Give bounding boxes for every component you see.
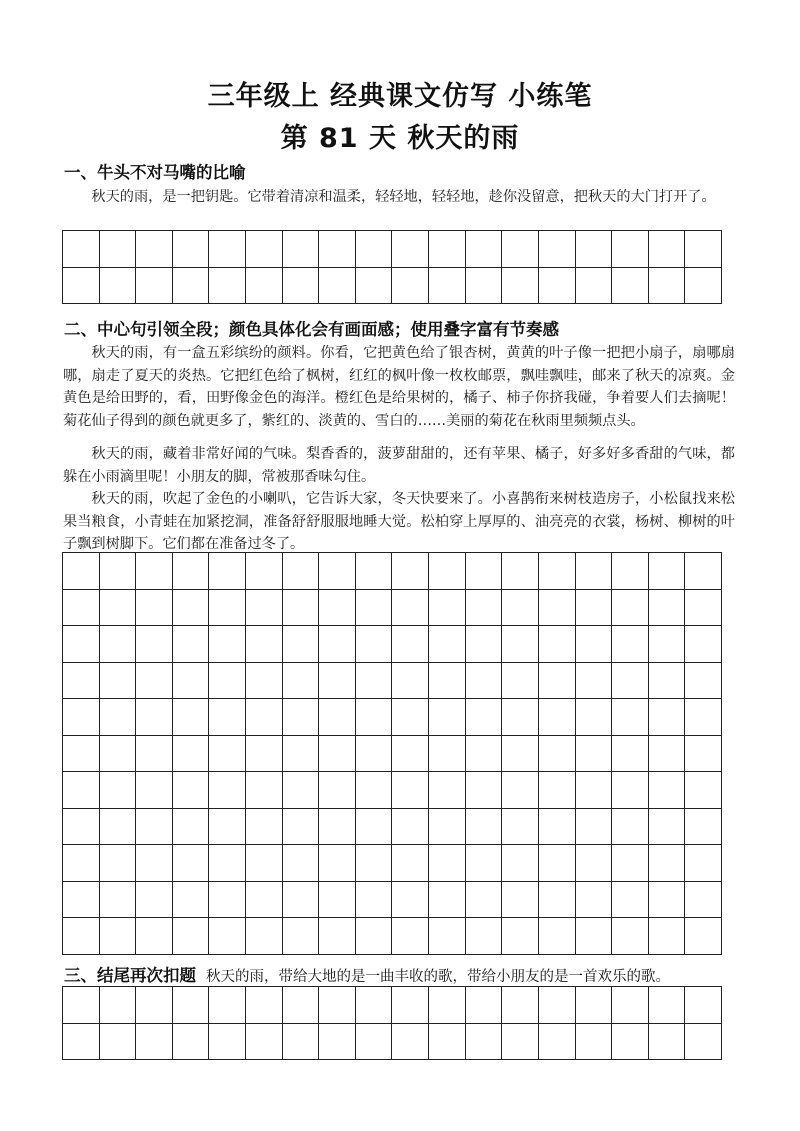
- grid-cell[interactable]: [392, 699, 429, 736]
- grid-cell[interactable]: [539, 231, 576, 268]
- grid-cell[interactable]: [356, 231, 393, 268]
- grid-cell[interactable]: [392, 809, 429, 846]
- grid-cell[interactable]: [100, 699, 137, 736]
- grid-cell[interactable]: [392, 987, 429, 1024]
- grid-cell[interactable]: [576, 772, 613, 809]
- grid-cell[interactable]: [209, 626, 246, 663]
- grid-cell[interactable]: [502, 268, 539, 305]
- grid-cell[interactable]: [136, 987, 173, 1024]
- grid-cell[interactable]: [576, 882, 613, 919]
- grid-cell[interactable]: [466, 845, 503, 882]
- grid-cell[interactable]: [246, 772, 283, 809]
- grid-cell[interactable]: [319, 987, 356, 1024]
- grid-cell[interactable]: [100, 663, 137, 700]
- grid-cell[interactable]: [136, 590, 173, 627]
- grid-cell[interactable]: [63, 772, 100, 809]
- grid-cell[interactable]: [283, 882, 320, 919]
- grid-cell[interactable]: [173, 918, 210, 955]
- grid-cell[interactable]: [649, 590, 686, 627]
- grid-cell[interactable]: [612, 663, 649, 700]
- grid-cell[interactable]: [429, 231, 466, 268]
- grid-cell[interactable]: [392, 231, 429, 268]
- grid-cell[interactable]: [283, 626, 320, 663]
- grid-cell[interactable]: [649, 882, 686, 919]
- grid-cell[interactable]: [649, 918, 686, 955]
- grid-cell[interactable]: [502, 987, 539, 1024]
- grid-cell[interactable]: [429, 845, 466, 882]
- grid-cell[interactable]: [685, 918, 722, 955]
- grid-cell[interactable]: [173, 268, 210, 305]
- grid-cell[interactable]: [356, 845, 393, 882]
- grid-cell[interactable]: [466, 1024, 503, 1061]
- grid-cell[interactable]: [356, 772, 393, 809]
- grid-cell[interactable]: [429, 809, 466, 846]
- grid-cell[interactable]: [685, 772, 722, 809]
- grid-cell[interactable]: [392, 845, 429, 882]
- grid-cell[interactable]: [319, 736, 356, 773]
- grid-cell[interactable]: [209, 809, 246, 846]
- grid-cell[interactable]: [356, 882, 393, 919]
- grid-cell[interactable]: [63, 918, 100, 955]
- grid-cell[interactable]: [173, 845, 210, 882]
- grid-cell[interactable]: [612, 918, 649, 955]
- grid-cell[interactable]: [246, 626, 283, 663]
- grid-cell[interactable]: [356, 699, 393, 736]
- grid-cell[interactable]: [576, 918, 613, 955]
- grid-cell[interactable]: [136, 626, 173, 663]
- grid-cell[interactable]: [100, 987, 137, 1024]
- grid-cell[interactable]: [319, 663, 356, 700]
- grid-cell[interactable]: [100, 918, 137, 955]
- grid-cell[interactable]: [576, 809, 613, 846]
- grid-cell[interactable]: [173, 626, 210, 663]
- section2-heading: 二、中心句引领全段；颜色具体化会有画面感；使用叠字富有节奏感: [64, 320, 559, 339]
- grid-cell[interactable]: [319, 809, 356, 846]
- grid-cell[interactable]: [283, 1024, 320, 1061]
- grid-cell[interactable]: [429, 590, 466, 627]
- grid-cell[interactable]: [539, 590, 576, 627]
- grid-cell[interactable]: [246, 736, 283, 773]
- grid-cell[interactable]: [100, 1024, 137, 1061]
- grid-cell[interactable]: [63, 845, 100, 882]
- grid-cell[interactable]: [429, 1024, 466, 1061]
- grid-cell[interactable]: [612, 553, 649, 590]
- grid-cell[interactable]: [209, 268, 246, 305]
- grid-cell[interactable]: [100, 845, 137, 882]
- grid-cell[interactable]: [502, 882, 539, 919]
- grid-cell[interactable]: [319, 699, 356, 736]
- grid-cell[interactable]: [429, 699, 466, 736]
- grid-cell[interactable]: [539, 699, 576, 736]
- grid-cell[interactable]: [283, 772, 320, 809]
- grid-cell[interactable]: [502, 663, 539, 700]
- grid-cell[interactable]: [685, 1024, 722, 1061]
- grid-cell[interactable]: [283, 663, 320, 700]
- grid-cell[interactable]: [319, 553, 356, 590]
- grid-cell[interactable]: [209, 882, 246, 919]
- grid-cell[interactable]: [502, 553, 539, 590]
- grid-cell[interactable]: [356, 663, 393, 700]
- section3-heading-line: [64, 962, 670, 986]
- grid-cell[interactable]: [173, 987, 210, 1024]
- grid-cell[interactable]: [612, 987, 649, 1024]
- grid-cell[interactable]: [173, 231, 210, 268]
- grid-cell[interactable]: [612, 699, 649, 736]
- grid-cell[interactable]: [502, 699, 539, 736]
- writing-grid-section2[interactable]: [62, 552, 722, 955]
- grid-cell[interactable]: [539, 1024, 576, 1061]
- grid-cell[interactable]: [63, 590, 100, 627]
- grid-cell[interactable]: [356, 626, 393, 663]
- grid-cell[interactable]: [466, 231, 503, 268]
- grid-cell[interactable]: [685, 699, 722, 736]
- grid-cell[interactable]: [63, 1024, 100, 1061]
- section1-paragraph: 秋天的雨，是一把钥匙。它带着清凉和温柔，轻轻地，轻轻地，趁你没留意，把秋天的大门打开了。: [91, 189, 716, 205]
- section1-heading: 一、牛头不对马嘴的比喻: [64, 163, 246, 182]
- grid-cell[interactable]: [502, 736, 539, 773]
- section2-paragraph-2: 秋天的雨，藏着非常好闻的气味。梨香香的，菠萝甜甜的，还有苹果、橘子，好多好多香甜的气味，都躲在小雨滴里呢！小朋友的脚，常被那香味勾住。: [63, 446, 735, 485]
- grid-cell[interactable]: [246, 987, 283, 1024]
- grid-cell[interactable]: [319, 918, 356, 955]
- grid-cell[interactable]: [429, 987, 466, 1024]
- section3-text: 秋天的雨，带给大地的是一曲丰收的歌，带给小朋友的是一首欢乐的歌。: [206, 969, 670, 985]
- grid-cell[interactable]: [136, 1024, 173, 1061]
- grid-cell[interactable]: [100, 626, 137, 663]
- grid-cell[interactable]: [685, 882, 722, 919]
- grid-cell[interactable]: [502, 845, 539, 882]
- grid-cell[interactable]: [319, 268, 356, 305]
- grid-cell[interactable]: [576, 626, 613, 663]
- grid-cell[interactable]: [649, 663, 686, 700]
- grid-cell[interactable]: [283, 590, 320, 627]
- grid-cell[interactable]: [649, 268, 686, 305]
- grid-cell[interactable]: [63, 626, 100, 663]
- grid-cell[interactable]: [209, 987, 246, 1024]
- grid-cell[interactable]: [429, 736, 466, 773]
- grid-cell[interactable]: [576, 845, 613, 882]
- section2-paragraph-3: 秋天的雨，吹起了金色的小喇叭，它告诉大家，冬天快要来了。小喜鹊衔来树枝造房子，小松鼠找来松果当粮食，小青蛙在加紧挖洞，准备舒舒服服地睡大觉。松柏穿上厚厚的、油亮亮的衣裳，杨树、柳树的叶子飘到树脚下。它们都在准备过冬了。: [63, 491, 735, 553]
- grid-cell[interactable]: [283, 231, 320, 268]
- grid-cell[interactable]: [173, 553, 210, 590]
- grid-cell[interactable]: [429, 553, 466, 590]
- grid-cell[interactable]: [429, 772, 466, 809]
- grid-cell[interactable]: [576, 553, 613, 590]
- grid-cell[interactable]: [392, 736, 429, 773]
- grid-cell[interactable]: [539, 736, 576, 773]
- page-subtitle: 第 81 天 秋天的雨: [280, 123, 520, 154]
- grid-cell[interactable]: [136, 845, 173, 882]
- grid-cell[interactable]: [539, 626, 576, 663]
- grid-cell[interactable]: [136, 699, 173, 736]
- grid-cell[interactable]: [685, 553, 722, 590]
- grid-cell[interactable]: [100, 590, 137, 627]
- grid-cell[interactable]: [173, 699, 210, 736]
- grid-cell[interactable]: [466, 772, 503, 809]
- grid-cell[interactable]: [246, 590, 283, 627]
- grid-cell[interactable]: [246, 845, 283, 882]
- grid-cell[interactable]: [63, 268, 100, 305]
- grid-cell[interactable]: [246, 663, 283, 700]
- grid-cell[interactable]: [209, 231, 246, 268]
- grid-cell[interactable]: [466, 699, 503, 736]
- grid-cell[interactable]: [502, 590, 539, 627]
- grid-cell[interactable]: [649, 809, 686, 846]
- grid-cell[interactable]: [283, 987, 320, 1024]
- grid-cell[interactable]: [63, 663, 100, 700]
- grid-cell[interactable]: [539, 809, 576, 846]
- grid-cell[interactable]: [649, 553, 686, 590]
- grid-cell[interactable]: [209, 736, 246, 773]
- grid-cell[interactable]: [63, 809, 100, 846]
- grid-cell[interactable]: [246, 268, 283, 305]
- grid-cell[interactable]: [429, 268, 466, 305]
- grid-cell[interactable]: [502, 1024, 539, 1061]
- grid-cell[interactable]: [685, 626, 722, 663]
- grid-cell[interactable]: [466, 553, 503, 590]
- grid-cell[interactable]: [319, 231, 356, 268]
- grid-cell[interactable]: [466, 882, 503, 919]
- grid-cell[interactable]: [246, 1024, 283, 1061]
- grid-cell[interactable]: [283, 918, 320, 955]
- writing-grid-section1[interactable]: [62, 230, 722, 304]
- grid-cell[interactable]: [466, 918, 503, 955]
- grid-cell[interactable]: [283, 845, 320, 882]
- grid-cell[interactable]: [246, 882, 283, 919]
- grid-cell[interactable]: [392, 553, 429, 590]
- grid-cell[interactable]: [685, 736, 722, 773]
- grid-cell[interactable]: [136, 231, 173, 268]
- grid-cell[interactable]: [466, 736, 503, 773]
- grid-cell[interactable]: [685, 987, 722, 1024]
- grid-cell[interactable]: [246, 809, 283, 846]
- grid-cell[interactable]: [502, 918, 539, 955]
- grid-cell[interactable]: [283, 736, 320, 773]
- grid-cell[interactable]: [649, 626, 686, 663]
- grid-cell[interactable]: [100, 809, 137, 846]
- grid-cell[interactable]: [576, 590, 613, 627]
- grid-cell[interactable]: [539, 845, 576, 882]
- grid-cell[interactable]: [649, 736, 686, 773]
- grid-cell[interactable]: [612, 809, 649, 846]
- grid-cell[interactable]: [356, 268, 393, 305]
- grid-cell[interactable]: [649, 772, 686, 809]
- grid-cell[interactable]: [392, 626, 429, 663]
- grid-cell[interactable]: [173, 663, 210, 700]
- grid-cell[interactable]: [319, 772, 356, 809]
- grid-cell[interactable]: [576, 699, 613, 736]
- writing-grid-section3[interactable]: [62, 986, 722, 1060]
- grid-cell[interactable]: [136, 553, 173, 590]
- grid-cell[interactable]: [136, 268, 173, 305]
- grid-cell[interactable]: [649, 699, 686, 736]
- grid-cell[interactable]: [209, 918, 246, 955]
- grid-cell[interactable]: [209, 663, 246, 700]
- grid-cell[interactable]: [356, 553, 393, 590]
- grid-cell[interactable]: [576, 987, 613, 1024]
- grid-cell[interactable]: [612, 772, 649, 809]
- grid-cell[interactable]: [283, 809, 320, 846]
- grid-cell[interactable]: [283, 268, 320, 305]
- grid-cell[interactable]: [649, 987, 686, 1024]
- grid-cell[interactable]: [246, 699, 283, 736]
- grid-cell[interactable]: [502, 231, 539, 268]
- grid-cell[interactable]: [356, 1024, 393, 1061]
- grid-cell[interactable]: [319, 845, 356, 882]
- grid-cell[interactable]: [283, 553, 320, 590]
- grid-cell[interactable]: [576, 268, 613, 305]
- grid-cell[interactable]: [63, 736, 100, 773]
- grid-cell[interactable]: [136, 736, 173, 773]
- grid-cell[interactable]: [576, 736, 613, 773]
- grid-cell[interactable]: [612, 736, 649, 773]
- grid-cell[interactable]: [356, 736, 393, 773]
- grid-cell[interactable]: [429, 918, 466, 955]
- section3-heading: 三、结尾再次扣题: [64, 966, 196, 985]
- grid-cell[interactable]: [319, 626, 356, 663]
- grid-cell[interactable]: [173, 1024, 210, 1061]
- grid-cell[interactable]: [136, 882, 173, 919]
- grid-cell[interactable]: [136, 663, 173, 700]
- grid-cell[interactable]: [319, 882, 356, 919]
- grid-cell[interactable]: [612, 590, 649, 627]
- grid-cell[interactable]: [612, 626, 649, 663]
- grid-cell[interactable]: [319, 1024, 356, 1061]
- grid-cell[interactable]: [209, 590, 246, 627]
- grid-cell[interactable]: [136, 809, 173, 846]
- grid-cell[interactable]: [63, 699, 100, 736]
- grid-cell[interactable]: [173, 882, 210, 919]
- grid-cell[interactable]: [612, 882, 649, 919]
- grid-cell[interactable]: [173, 772, 210, 809]
- grid-cell[interactable]: [63, 882, 100, 919]
- grid-cell[interactable]: [466, 268, 503, 305]
- grid-cell[interactable]: [100, 736, 137, 773]
- grid-cell[interactable]: [539, 553, 576, 590]
- grid-cell[interactable]: [100, 553, 137, 590]
- grid-cell[interactable]: [356, 987, 393, 1024]
- grid-cell[interactable]: [576, 231, 613, 268]
- grid-cell[interactable]: [63, 987, 100, 1024]
- grid-cell[interactable]: [100, 231, 137, 268]
- grid-cell[interactable]: [685, 845, 722, 882]
- grid-cell[interactable]: [392, 918, 429, 955]
- grid-cell[interactable]: [539, 268, 576, 305]
- grid-cell[interactable]: [209, 772, 246, 809]
- grid-cell[interactable]: [392, 882, 429, 919]
- grid-cell[interactable]: [466, 987, 503, 1024]
- grid-cell[interactable]: [63, 231, 100, 268]
- grid-cell[interactable]: [685, 590, 722, 627]
- grid-cell[interactable]: [649, 231, 686, 268]
- grid-cell[interactable]: [539, 987, 576, 1024]
- grid-cell[interactable]: [576, 663, 613, 700]
- page-title: 三年级上 经典课文仿写 小练笔: [207, 81, 593, 112]
- grid-cell[interactable]: [392, 772, 429, 809]
- grid-cell[interactable]: [173, 736, 210, 773]
- grid-cell[interactable]: [356, 809, 393, 846]
- grid-cell[interactable]: [209, 699, 246, 736]
- grid-cell[interactable]: [429, 663, 466, 700]
- grid-cell[interactable]: [576, 1024, 613, 1061]
- grid-cell[interactable]: [685, 809, 722, 846]
- grid-cell[interactable]: [246, 231, 283, 268]
- grid-cell[interactable]: [612, 231, 649, 268]
- grid-cell[interactable]: [246, 918, 283, 955]
- grid-cell[interactable]: [392, 268, 429, 305]
- grid-cell[interactable]: [612, 1024, 649, 1061]
- grid-cell[interactable]: [539, 663, 576, 700]
- grid-cell[interactable]: [502, 626, 539, 663]
- grid-cell[interactable]: [100, 268, 137, 305]
- grid-cell[interactable]: [173, 809, 210, 846]
- grid-cell[interactable]: [356, 918, 393, 955]
- grid-cell[interactable]: [63, 553, 100, 590]
- grid-cell[interactable]: [136, 772, 173, 809]
- grid-cell[interactable]: [649, 1024, 686, 1061]
- grid-cell[interactable]: [685, 231, 722, 268]
- grid-cell[interactable]: [100, 882, 137, 919]
- grid-cell[interactable]: [539, 918, 576, 955]
- grid-cell[interactable]: [356, 590, 393, 627]
- grid-cell[interactable]: [466, 626, 503, 663]
- grid-cell[interactable]: [392, 1024, 429, 1061]
- grid-cell[interactable]: [429, 882, 466, 919]
- grid-cell[interactable]: [466, 590, 503, 627]
- grid-cell[interactable]: [466, 663, 503, 700]
- grid-cell[interactable]: [209, 1024, 246, 1061]
- grid-cell[interactable]: [319, 590, 356, 627]
- grid-cell[interactable]: [429, 626, 466, 663]
- grid-cell[interactable]: [685, 268, 722, 305]
- grid-cell[interactable]: [502, 809, 539, 846]
- grid-cell[interactable]: [612, 268, 649, 305]
- grid-cell[interactable]: [539, 882, 576, 919]
- grid-cell[interactable]: [283, 699, 320, 736]
- grid-cell[interactable]: [466, 809, 503, 846]
- grid-cell[interactable]: [392, 663, 429, 700]
- grid-cell[interactable]: [612, 845, 649, 882]
- grid-cell[interactable]: [209, 845, 246, 882]
- grid-cell[interactable]: [246, 553, 283, 590]
- grid-cell[interactable]: [209, 553, 246, 590]
- grid-cell[interactable]: [502, 772, 539, 809]
- grid-cell[interactable]: [173, 590, 210, 627]
- grid-cell[interactable]: [685, 663, 722, 700]
- grid-cell[interactable]: [649, 845, 686, 882]
- grid-cell[interactable]: [136, 918, 173, 955]
- section2-paragraph-1: 秋天的雨，有一盒五彩缤纷的颜料。你看，它把黄色给了银杏树，黄黄的叶子像一把把小扇子，扇哪扇哪，扇走了夏天的炎热。它把红色给了枫树，红红的枫叶像一枚枚邮票，飘哇飘哇，邮来了秋天的凉爽。金黄色是给田野的，看，田野像金色的海洋。橙红色是给果树的，橘子、柿子你挤我碰，争着要人们去摘呢！菊花仙子得到的颜色就更多了，紫红的、淡黄的、雪白的……美丽的菊花在秋雨里频频点头。: [63, 345, 735, 429]
- grid-cell[interactable]: [392, 590, 429, 627]
- grid-cell[interactable]: [539, 772, 576, 809]
- grid-cell[interactable]: [100, 772, 137, 809]
